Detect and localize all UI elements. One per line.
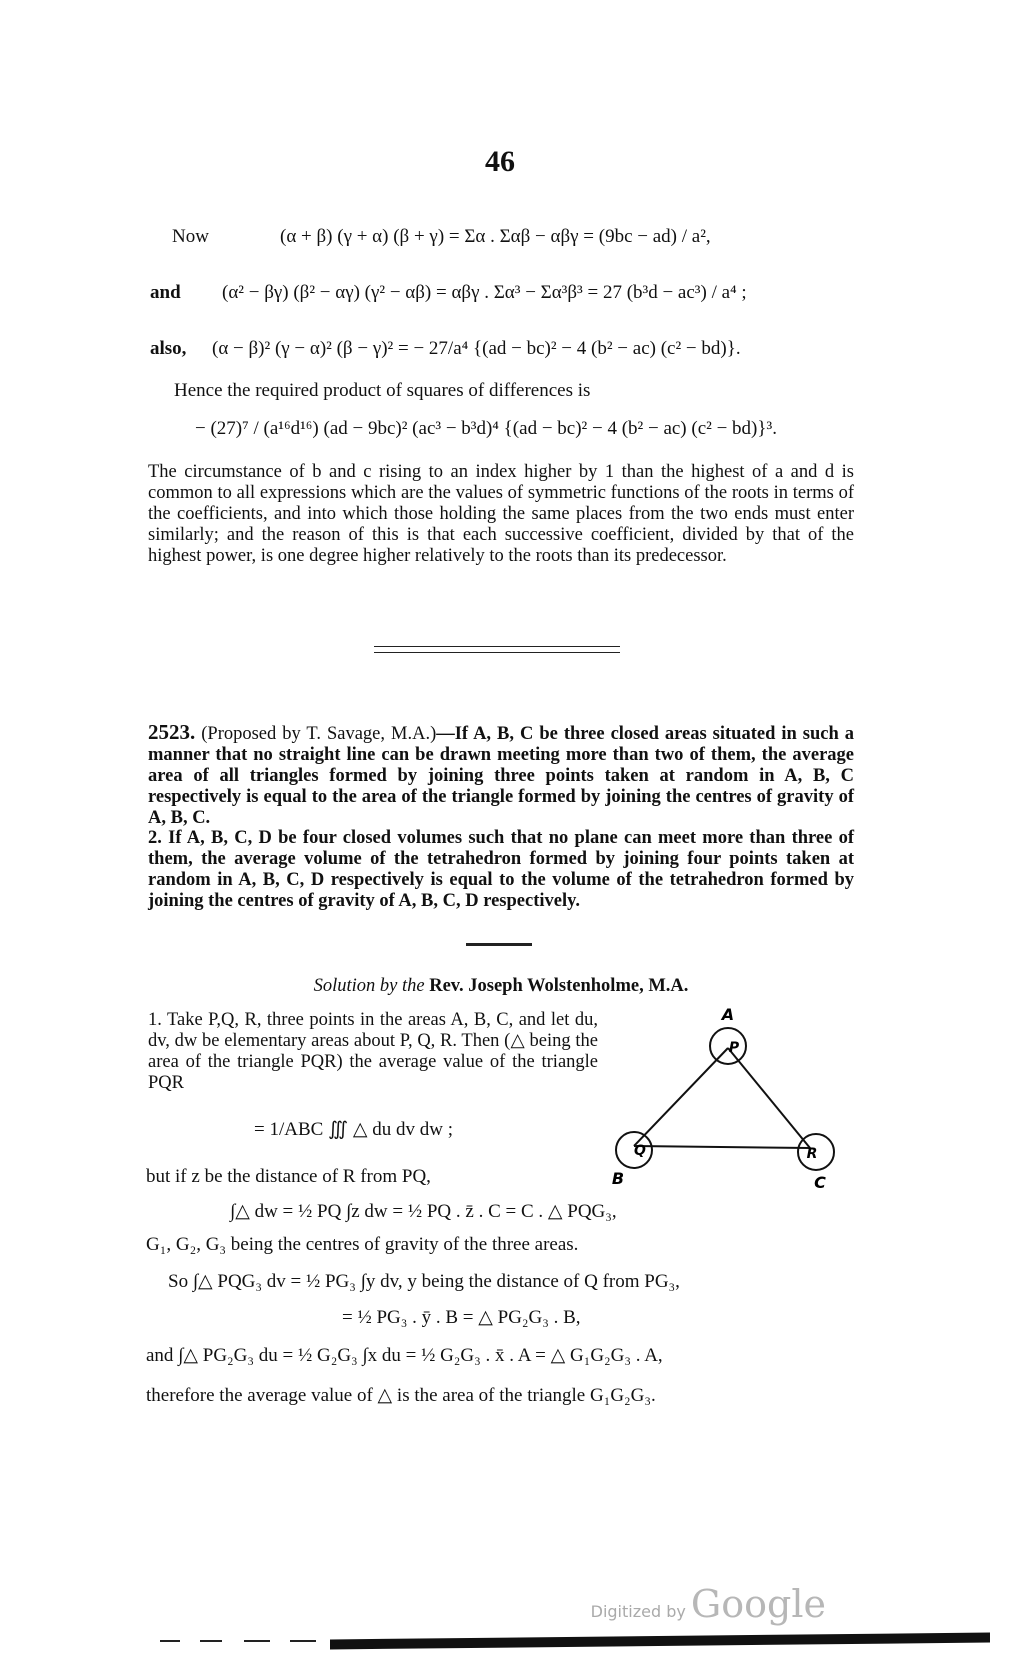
problem-part1: —If A, B, C be three closed areas situated in such a manner that no straight line can be drawn meeting more than two of them, the average area of all triangles formed by joining three points taken at random in A, B, C respectively is equal to the area of the triangle formed by joining the centres of gravity of A, B, C. — [148, 724, 855, 828]
solution-heading — [148, 976, 854, 997]
label-c: C — [814, 1173, 826, 1192]
average-expression: = 1/ABC ∭ △ du dv dw ; — [254, 1119, 454, 1140]
solution-divider — [466, 943, 532, 946]
triangle-diagram — [610, 1008, 850, 1198]
triangle-side-qr — [634, 1146, 810, 1148]
label-b: B — [611, 1169, 625, 1188]
also-label: also, — [150, 338, 187, 359]
solution-author: Rev. Joseph Wolstenholme, M.A. — [429, 976, 689, 996]
and-label: and — [150, 282, 181, 303]
now-label: Now — [172, 226, 209, 247]
label-p: P — [728, 1040, 740, 1056]
section-divider — [374, 646, 620, 653]
so-line: So ∫△ PQG₃ dv = ½ PG₃ ∫y dv, y being the distance of Q from PG₃, — [168, 1271, 680, 1292]
solution-paragraph-1: 1. Take P,Q, R, three points in the areas A, B, C, and let du, dv, dw be elementary areas about P, Q, R. Then (△ being the area of the triangle PQR) the average value of the triangle PQR — [148, 1010, 598, 1093]
label-r: R — [806, 1146, 818, 1162]
problem-statement — [148, 722, 854, 829]
page-number: 46 — [485, 145, 515, 178]
bottom-dash — [244, 1640, 270, 1642]
triangle-side-pq — [634, 1048, 728, 1146]
therefore-line: therefore the average value of △ is the area of the triangle G₁G₂G₃. — [146, 1385, 656, 1406]
problem-number: 2523. — [148, 720, 196, 744]
circumstance-paragraph: The circumstance of b and c rising to an index higher by 1 than the highest of a and d is common to all expressions which are the values of symmetric functions of the roots in terms of the coefficients, and into which those holding the same places from the two ends must enter similarly; and the reason of this is that each successive coefficient, divided by that of the highest power, is one degree higher relatively to the roots than its predecessor. — [148, 462, 854, 566]
and-equation: (α² − βγ) (β² − αγ) (γ² − αβ) = αβγ . Σα³ − Σα³β³ = 27 (b³d − ac³) / a⁴ ; — [222, 282, 747, 303]
and-line: and ∫△ PG₂G₃ du = ½ G₂G₃ ∫x du = ½ G₂G₃ . x̄ . A = △ G₁G₂G₃ . A, — [146, 1345, 663, 1366]
google-logo: Google — [690, 1582, 826, 1626]
integral-dw: ∫△ dw = ½ PQ ∫z dw = ½ PQ . z̄ . C = C . △ PQG₃, — [230, 1201, 617, 1222]
problem-proposer: (Proposed by T. Savage, M.A.) — [201, 724, 437, 744]
so-line-continued: = ½ PG₃ . ȳ . B = △ PG₂G₃ . B, — [342, 1307, 581, 1328]
bottom-dash — [160, 1640, 180, 1642]
scan-edge-bar — [330, 1633, 990, 1650]
digitized-text: Digitized by — [590, 1602, 686, 1621]
bottom-dash — [290, 1640, 316, 1642]
also-equation: (α − β)² (γ − α)² (β − γ)² = − 27/a⁴ {(ad − bc)² − 4 (b² − ac) (c² − bd)}. — [212, 338, 741, 359]
triangle-side-pr — [728, 1048, 810, 1148]
product-equation: − (27)⁷ / (a¹⁶d¹⁶) (ad − 9bc)² (ac³ − b³d)⁴ {(ad − bc)² − 4 (b² − ac) (c² − bd)}³. — [195, 418, 777, 439]
problem-part2: 2. If A, B, C, D be four closed volumes such that no plane can meet more than three of them, the average volume of the tetrahedron formed by joining four points taken at random in A, B, C, D respectively is equal to the volume of the tetrahedron formed by joining the centres of gravity of A, B, C, D respectively. — [148, 828, 854, 911]
label-q: Q — [634, 1143, 646, 1159]
google-watermark — [591, 1582, 826, 1626]
centres-text: G₁, G₂, G₃ being the centres of gravity of the three areas. — [146, 1234, 579, 1255]
if-z-text: but if z be the distance of R from PQ, — [146, 1166, 431, 1187]
solution-heading-italic: Solution by the — [313, 976, 425, 996]
bottom-dash — [200, 1640, 222, 1642]
now-equation: (α + β) (γ + α) (β + γ) = Σα . Σαβ − αβγ = (9bc − ad) / a², — [280, 226, 711, 247]
label-a: A — [721, 1008, 735, 1024]
hence-text: Hence the required product of squares of differences is — [174, 380, 591, 401]
